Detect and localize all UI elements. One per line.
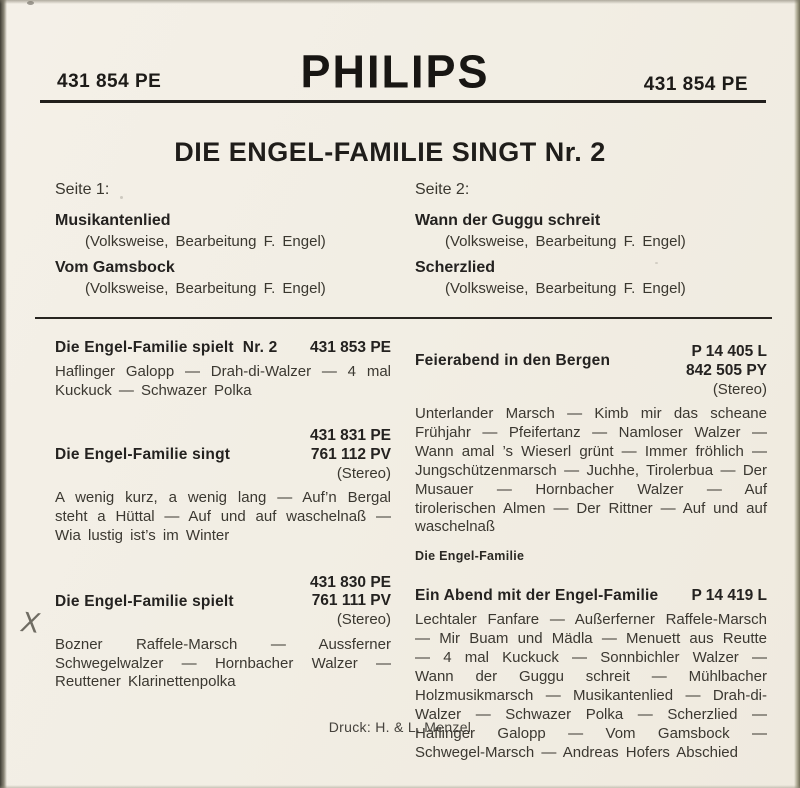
section-divider: [35, 317, 772, 319]
track-title: Scherzlied: [415, 259, 496, 276]
track: [55, 259, 400, 297]
release-catalog: 431 853 PE: [309, 339, 391, 356]
release-block: [415, 343, 767, 563]
discography-column-right: [415, 343, 767, 762]
scan-edge-right: [794, 0, 800, 788]
catalog-number-right: 431 854 PE: [643, 74, 748, 95]
side2-label: Seite 2:: [415, 181, 470, 198]
release-catalog: 431 831 PE 761 112 PV (Stereo): [309, 426, 391, 482]
artist-name: Die Engel-Familie: [415, 549, 525, 564]
release-title: Die Engel-Familie spielt: [55, 592, 234, 610]
release-catalog: P 14 405 L 842 505 PY (Stereo): [685, 343, 767, 398]
side1-label: Seite 1:: [55, 181, 110, 198]
release-catalog: 431 830 PE 761 111 PV (Stereo): [309, 573, 391, 629]
printer-credit: Druck: H. & L. Menzel: [328, 719, 472, 735]
paper-speck: [655, 262, 658, 264]
track: [415, 259, 760, 297]
track-credit: (Volksweise, Bearbeitung F. Engel): [445, 280, 686, 297]
release-title: Die Engel-Familie singt: [55, 445, 231, 463]
side1-tracklist: [55, 181, 400, 306]
track-credit: (Volksweise, Bearbeitung F. Engel): [85, 233, 326, 250]
release-title: Die Engel-Familie spielt Nr. 2: [55, 339, 278, 356]
track-title: Wann der Guggu schreit: [415, 212, 601, 229]
track: [55, 212, 400, 250]
release-block: [55, 427, 391, 546]
release-catalog: P 14 419 L: [691, 587, 767, 605]
release-tracklist: Lechtaler Fanfare — Außerferner Raffele-Marsch — Mir Buam und Mädla — Menuett aus Reutte — 4 mal Kuckuck — Sonnbichler Walzer — Wann der Guggu schreit — Mühlbacher Holzmusikmarsch — Musikantenlied — Drah-di-Walzer — Schwazer Polka — Scherzlied — Haflinger Galopp — Vom Gamsbock — Schwegel-Marsch — Andreas Hofers Abschied: [415, 611, 767, 761]
release-block: [55, 339, 391, 401]
side2-tracklist: [415, 181, 760, 306]
track: [415, 212, 760, 250]
scan-edge-left: [0, 0, 7, 788]
header-rule: [40, 100, 766, 103]
release-title: Feierabend in den Bergen: [415, 352, 611, 369]
track-credit: (Volksweise, Bearbeitung F. Engel): [445, 233, 686, 250]
track-title: Vom Gamsbock: [55, 259, 175, 276]
release-block: [55, 574, 391, 693]
release-block: [415, 587, 767, 762]
scan-edge-top: [0, 0, 800, 4]
catalog-number-left: 431 854 PE: [57, 71, 162, 92]
track-title: Musikantenlied: [55, 212, 171, 229]
paper-speck: [120, 196, 123, 199]
release-title: Ein Abend mit der Engel-Familie: [415, 587, 659, 605]
pencil-x-mark: X: [17, 607, 44, 640]
philips-logo: PHILIPS: [300, 44, 490, 98]
discography-column-left: [55, 339, 391, 692]
release-tracklist: Haflinger Galopp — Drah-di-Walzer — 4 mal Kuckuck — Schwazer Polka: [55, 363, 391, 399]
release-tracklist: A wenig kurz, a wenig lang — Auf’n Bergal steht a Hüttal — Auf und auf waschelnaß — Wia lustig ist’s im Winter: [55, 488, 391, 544]
release-tracklist: Bozner Raffele-Marsch — Aussferner Schwegelwalzer — Hornbacher Walzer — Reuttener Klarinettenpolka: [55, 635, 391, 691]
release-tracklist: Unterlander Marsch — Kimb mir das scheane Frühjahr — Pfeifertanz — Namloser Walzer — Wann amal ’s Wieserl grünt — Immer fröhlich — Jungschützenmarsch — Juchhe, Tirolerbua — Der Musauer — Hornbacher Walzer — Auf tirolerischen Almen — Der Rittner — Auf und auf waschelnaß: [415, 405, 767, 536]
track-credit: (Volksweise, Bearbeitung F. Engel): [85, 280, 326, 297]
album-title: DIE ENGEL-FAMILIE SINGT Nr. 2: [174, 137, 606, 167]
